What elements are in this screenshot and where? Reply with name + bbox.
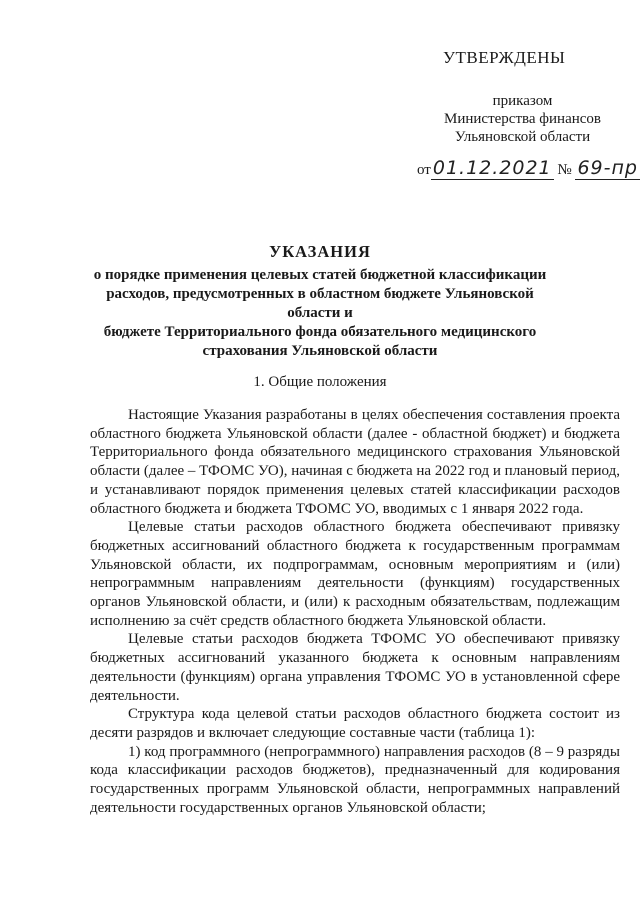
- body-paragraph: Настоящие Указания разработаны в целях обеспечения составления проекта областного бюджета Ульяновской области (далее - областной бюджет) и бюджета Территориального фонда обязательного медицинского страхования Ульяновской области (далее – ТФОМС УО), начиная с бюджета на 2022 год и плановый период, и устанавливают порядок применения целевых статей классификации расходов областного бюджета и бюджета ТФОМС УО, вводимых с 1 января 2022 года.: [90, 407, 620, 517]
- approval-line-ministry: Министерства финансов: [444, 111, 601, 127]
- order-date-number: [417, 157, 640, 179]
- subtitle-line: расходов, предусмотренных в областном бюджете Ульяновской области и: [106, 286, 534, 321]
- body-paragraph: Целевые статьи расходов бюджета ТФОМС УО обеспечивают привязку бюджетных ассигнований указанного бюджета к основным направлениям деятельности (функциям) органа управления ТФОМС УО в установленной сфере деятельности.: [90, 631, 620, 704]
- handwritten-date: 01.12.2021: [432, 157, 552, 179]
- document-title: УКАЗАНИЯ: [269, 242, 371, 261]
- approval-line-region: Ульяновской области: [454, 129, 591, 145]
- approval-line-order: приказом: [492, 93, 553, 109]
- number-prefix: №: [557, 162, 572, 178]
- document-header: [80, 242, 560, 361]
- handwritten-number: 69-пр: [577, 157, 638, 179]
- document-subtitle: [80, 266, 560, 361]
- body-paragraph: Структура кода целевой статьи расходов областного бюджета состоит из десяти разрядов и включает следующие составные части (таблица 1):: [90, 706, 620, 741]
- subtitle-line: о порядке применения целевых статей бюджетной классификации: [93, 267, 547, 283]
- subtitle-line: страхования Ульяновской области: [202, 343, 438, 359]
- section-heading: 1. Общие положения: [253, 374, 387, 390]
- approval-block: [420, 92, 625, 146]
- date-prefix: от: [417, 162, 431, 178]
- approval-title: УТВЕРЖДЕНЫ: [443, 48, 566, 67]
- document-body: [90, 406, 620, 817]
- body-paragraph: 1) код программного (непрограммного) направления расходов (8 – 9 разряды кода классификации расходов бюджетов), предназначенный для кодирования государственных программ Ульяновской области, непрограммных направлений деятельности государственных органов Ульяновской области;: [90, 743, 620, 816]
- body-paragraph: Целевые статьи расходов областного бюджета обеспечивают привязку бюджетных ассигнований областного бюджета к государственным программам Ульяновской области, их подпрограммам, основным мероприятиям и (или) непрограммным направлениям деятельности (функциям) государственных органов Ульяновской области, и (или) к расходным обязательствам, подлежащим исполнению за счёт средств областного бюджета Ульяновской области.: [90, 519, 620, 629]
- subtitle-line: бюджете Территориального фонда обязательного медицинского: [103, 324, 537, 340]
